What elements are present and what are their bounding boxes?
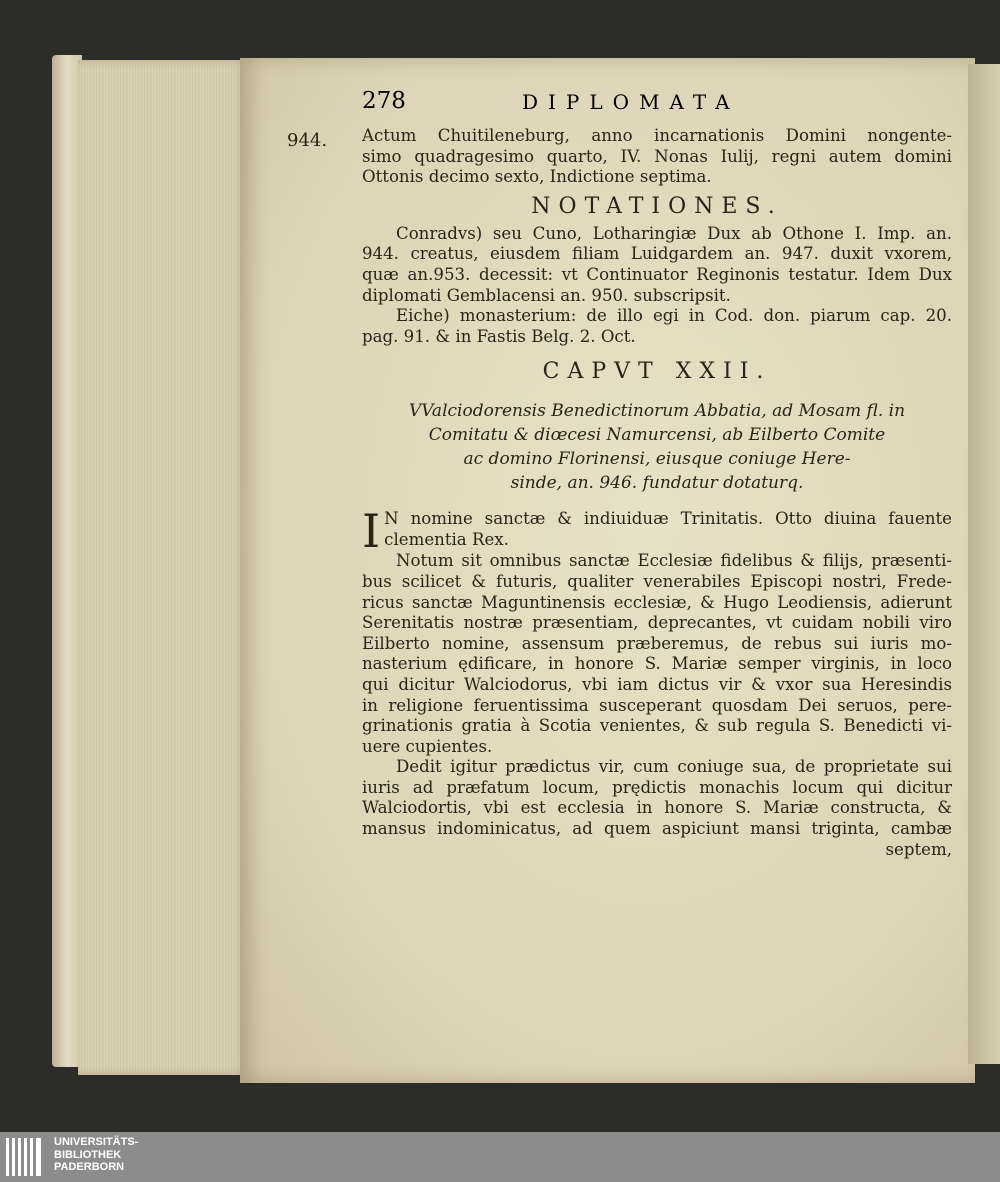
text-line: Serenitatis nostræ præsentiam, deprecantes, vt cuidam nobili viro (362, 613, 952, 633)
text-line: grinationis gratia à Scotia venientes, & sub regula S. Benedicti vi- (362, 716, 952, 736)
text-line: Ottonis decimo sexto, Indictione septima. (362, 167, 712, 187)
caput-heading: CAPVT XXII. (542, 359, 772, 385)
text-line: mansus indominicatus, ad quem aspiciunt mansi triginta, cambæ (362, 819, 952, 839)
summary-line: ac domino Florinensi, eiusque coniuge Here- (463, 449, 851, 470)
drop-capital: I (362, 509, 381, 552)
text-line: Dedit igitur prædictus vir, cum coniuge sua, de proprietate sui (396, 757, 952, 777)
library-logo-icon (6, 1138, 46, 1176)
text-line: Actum Chuitileneburg, anno incarnationis Domini nongente- (362, 126, 952, 145)
library-footer (0, 1132, 1000, 1182)
text-line: diplomati Gemblacensi an. 950. subscripsit. (362, 285, 731, 305)
running-head: DIPLOMATA (522, 90, 740, 114)
text-line: N nomine sanctæ & indiuiduæ Trinitatis. Otto diuina fauente (384, 509, 952, 529)
text-line: 944. creatus, eiusdem filiam Luidgardem an. 947. duxit vxorem, (362, 244, 952, 264)
text-line: in religione feruentissima susceperant quosdam Dei seruos, pere- (362, 695, 952, 715)
text-line: uere cupientes. (362, 736, 493, 756)
summary-line: VValciodorensis Benedictinorum Abbatia, ad Mosam fl. in (408, 401, 906, 422)
text-line: clementia Rex. (384, 529, 509, 549)
text-line: pag. 91. & in Fastis Belg. 2. Oct. (362, 326, 636, 346)
text-line: nasterium ędificare, in honore S. Mariæ semper virginis, in loco (362, 654, 952, 674)
facing-page-edge (968, 64, 1000, 1064)
notationes-heading: NOTATIONES. (531, 193, 783, 219)
text-line: quæ an.953. decessit: vt Continuator Reginonis testatur. Idem Dux (362, 264, 952, 284)
page-edges (78, 60, 248, 1075)
text-line: Conradvs) seu Cuno, Lotharingiæ Dux ab Othone I. Imp. an. (396, 223, 952, 243)
text-line: qui dicitur Walciodorus, vbi iam dictus vir & vxor sua Heresindis (362, 674, 952, 694)
text-line: Walciodortis, vbi est ecclesia in honore S. Mariæ constructa, & (362, 798, 952, 818)
text-line: bus scilicet & futuris, qualiter venerabiles Episcopi nostri, Frede- (362, 571, 952, 591)
text-line: ricus sanctæ Maguntinensis ecclesiæ, & Hugo Leodiensis, adierunt (362, 592, 952, 612)
page-number: 278 (362, 88, 406, 114)
text-line: simo quadragesimo quarto, IV. Nonas Iulij, regni autem domini (362, 146, 952, 166)
text-line: iuris ad præfatum locum, prędictis monachis locum qui dicitur (362, 777, 952, 797)
text-line: Eiche) monasterium: de illo egi in Cod. don. piarum cap. 20. (396, 306, 952, 326)
catchword: septem, (885, 839, 952, 859)
summary-line: sinde, an. 946. fundatur dotaturq. (510, 473, 804, 494)
page-header (362, 88, 952, 118)
text-line: Eilberto nomine, assensum præberemus, de rebus sui iuris mo- (362, 633, 952, 653)
margin-year: 944. (287, 130, 328, 151)
summary-line: Comitatu & diœcesi Namurcensi, ab Eilberto Comite (428, 425, 886, 446)
library-name: UNIVERSITÄTS- BIBLIOTHEK PADERBORN (54, 1136, 139, 1173)
page-body (362, 126, 952, 860)
text-line: Notum sit omnibus sanctæ Ecclesiæ fidelibus & filijs, præsenti- (396, 551, 952, 571)
